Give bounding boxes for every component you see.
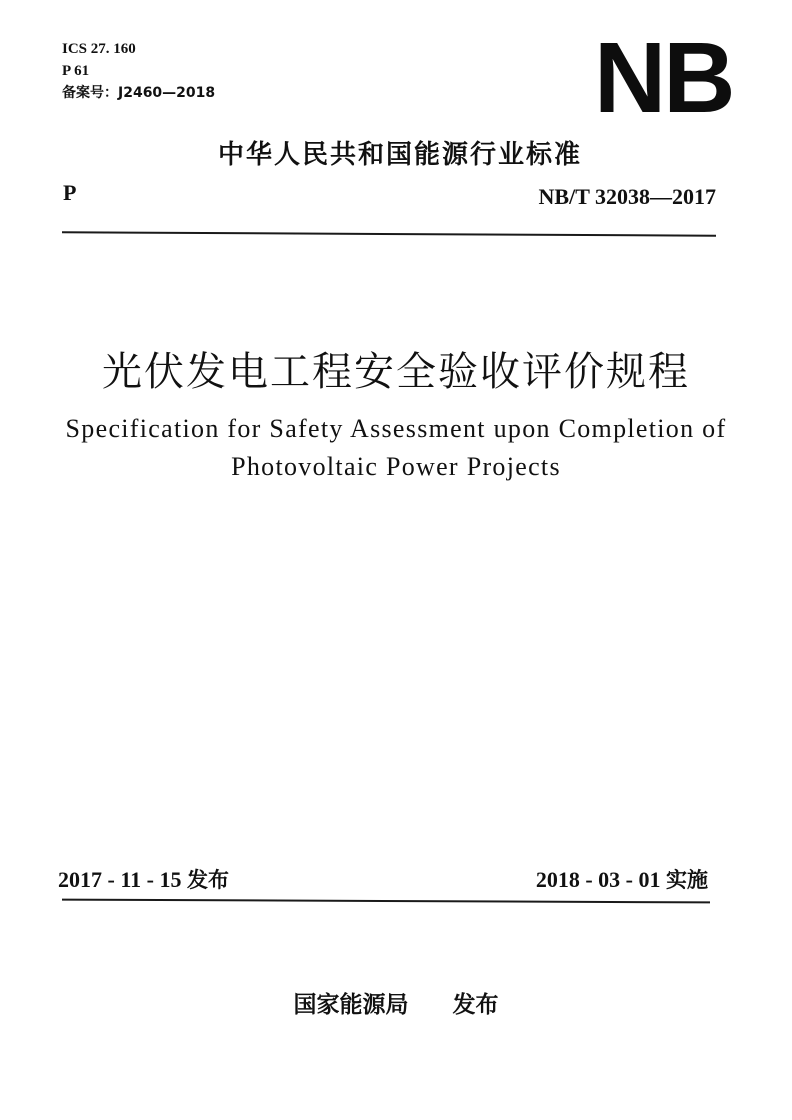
issue-date-block <box>58 864 229 894</box>
implementation-date-block <box>536 864 708 894</box>
issuer-name: 国家能源局 <box>293 992 409 1018</box>
implementation-label: 实施 <box>666 868 708 892</box>
standard-number: NB/T 32038—2017 <box>538 184 716 209</box>
document-title-english-line2: Photovoltaic Power Projects <box>231 452 561 481</box>
classification-code: P 61 <box>62 63 90 79</box>
issuing-authority <box>0 986 792 1019</box>
implementation-date: 2018 - 03 - 01 <box>535 867 661 892</box>
nb-logo: NB <box>594 22 733 134</box>
standard-organization-title: 中华人民共和国能源行业标准 <box>217 140 582 170</box>
issuer-action: 发布 <box>452 992 499 1018</box>
issue-date: 2017 - 11 - 15 <box>58 867 182 892</box>
document-title-english-line1: Specification for Safety Assessment upon Completion of <box>65 414 727 443</box>
header-divider <box>62 231 716 236</box>
footer-divider <box>62 899 710 904</box>
category-letter: P <box>63 180 77 205</box>
filing-number: 备案号：J2460—2018 <box>62 85 216 101</box>
ics-code: ICS 27. 160 <box>62 41 136 57</box>
document-title-chinese: 光伏发电工程安全验收评价规程 <box>102 349 690 395</box>
issue-label: 发布 <box>186 868 229 892</box>
